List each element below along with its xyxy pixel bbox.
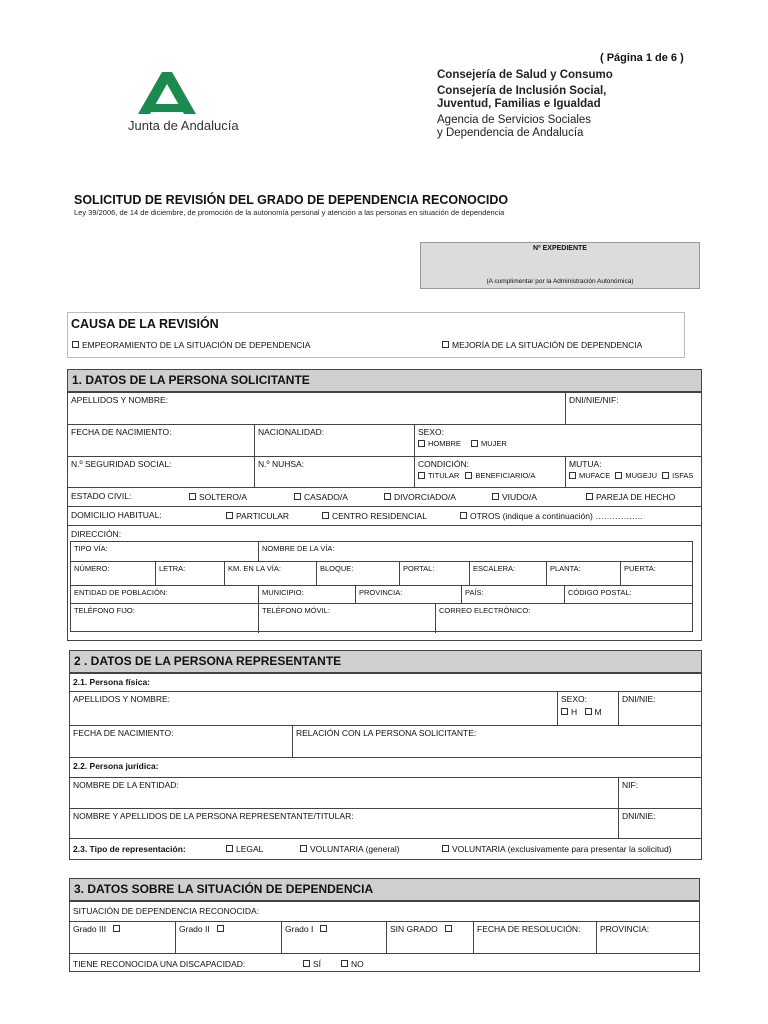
tipo-representacion-label: 2.3. Tipo de representación: <box>73 844 186 854</box>
row-direccion <box>68 525 701 642</box>
field-label: PAÍS: <box>465 588 484 597</box>
expediente-label: Nº EXPEDIENTE <box>533 245 587 252</box>
tipo-voluntaria-exclusiva-option[interactable] <box>442 844 672 854</box>
domicilio-otros-option[interactable] <box>460 511 642 521</box>
option-label: Grado II <box>179 924 210 934</box>
row-tipo-representacion <box>70 838 701 861</box>
representante-titular-field[interactable] <box>70 809 618 838</box>
checkbox-icon[interactable] <box>569 472 576 479</box>
rep-apellidos-field[interactable] <box>70 692 557 725</box>
fecha-resolucion-field[interactable] <box>473 922 596 953</box>
field-label: N.º NUHSA: <box>258 459 305 469</box>
option-label: SOLTERO/A <box>199 492 248 502</box>
pais-field[interactable] <box>461 586 564 603</box>
domicilio-particular-option[interactable] <box>226 511 289 521</box>
option-label: PARTICULAR <box>236 511 290 521</box>
codigo-postal-field[interactable] <box>564 586 692 603</box>
checkbox-icon[interactable] <box>72 341 79 348</box>
field-label: PORTAL: <box>403 564 435 573</box>
field-label: TIPO VÍA: <box>74 544 108 553</box>
checkbox-icon[interactable] <box>662 472 669 479</box>
field-label: NOMBRE DE LA ENTIDAD: <box>73 780 179 790</box>
checkbox-icon[interactable] <box>217 925 224 932</box>
option-label: CASADO/A <box>304 492 348 502</box>
option-label: MUJER <box>481 439 507 448</box>
option-label: NO <box>351 959 364 969</box>
option-label: CENTRO RESIDENCIAL <box>332 511 427 521</box>
checkbox-icon[interactable] <box>226 512 233 519</box>
checkbox-icon[interactable] <box>320 925 327 932</box>
estado-casado-option[interactable] <box>294 492 348 502</box>
field-label: CÓDIGO POSTAL: <box>568 588 632 597</box>
checkbox-icon[interactable] <box>113 925 120 932</box>
nss-field[interactable] <box>68 457 254 487</box>
option-label: MUGEJU <box>625 471 658 480</box>
field-label: PLANTA: <box>550 564 581 573</box>
checkbox-icon[interactable] <box>303 960 310 967</box>
field-label: FECHA DE NACIMIENTO: <box>73 728 174 738</box>
direccion-label: DIRECCIÓN: <box>71 529 122 539</box>
grado-1-option[interactable] <box>281 922 386 953</box>
checkbox-icon[interactable] <box>189 493 196 500</box>
discapacidad-label: TIENE RECONOCIDA UNA DISCAPACIDAD: <box>73 959 246 969</box>
planta-field[interactable] <box>546 562 620 585</box>
org-line-4: Agencia de Servicios Sociales <box>437 114 592 126</box>
checkbox-icon[interactable] <box>586 493 593 500</box>
rep-sexo-h-option[interactable] <box>561 707 577 717</box>
field-label: APELLIDOS Y NOMBRE: <box>73 694 170 704</box>
checkbox-icon[interactable] <box>492 493 499 500</box>
checkbox-icon[interactable] <box>460 512 467 519</box>
domicilio-centro-option[interactable] <box>322 511 427 521</box>
option-label: LEGAL <box>236 844 264 854</box>
field-label: PUERTA: <box>624 564 656 573</box>
row-persona-fisica <box>70 673 701 691</box>
document-title: SOLICITUD DE REVISIÓN DEL GRADO DE DEPENDENCIA RECONOCIDO <box>74 193 509 207</box>
field-label: TELÉFONO FIJO: <box>74 606 135 615</box>
logo-text: Junta de Andalucía <box>128 118 239 133</box>
field-label: PROVINCIA: <box>359 588 403 597</box>
option-label: PAREJA DE HECHO <box>596 492 676 502</box>
row-apellidos <box>68 392 701 424</box>
mutua-isfas-option[interactable] <box>662 471 693 480</box>
nuhsa-field[interactable] <box>254 457 414 487</box>
field-label: TELÉFONO MÓVIL: <box>262 606 330 615</box>
row-grados <box>70 921 699 953</box>
km-field[interactable] <box>224 562 316 585</box>
org-line-3: Juventud, Familias e Igualdad <box>437 98 601 110</box>
option-label: VIUDO/A <box>502 492 537 502</box>
field-label: CONDICIÓN: <box>418 459 469 469</box>
escalera-field[interactable] <box>469 562 546 585</box>
checkbox-icon[interactable] <box>442 845 449 852</box>
provincia-resolucion-field[interactable] <box>596 922 699 953</box>
grado-3-option[interactable] <box>70 922 175 953</box>
condicion-beneficiario-option[interactable] <box>465 471 535 480</box>
field-label: LETRA: <box>159 564 186 573</box>
representante-dni-field[interactable] <box>618 809 701 838</box>
nacionalidad-field[interactable] <box>254 425 414 456</box>
discapacidad-no-option[interactable] <box>341 959 364 969</box>
org-line-2: Consejería de Inclusión Social, <box>437 85 607 97</box>
persona-fisica-label: 2.1. Persona física: <box>73 677 151 687</box>
field-label: CORREO ELECTRÓNICO: <box>439 606 531 615</box>
persona-juridica-label: 2.2. Persona jurídica: <box>73 761 159 771</box>
section-2-heading: 2 . DATOS DE LA PERSONA REPRESENTANTE <box>70 651 701 673</box>
checkbox-icon[interactable] <box>322 512 329 519</box>
sin-grado-option[interactable] <box>386 922 473 953</box>
checkbox-icon[interactable] <box>445 925 452 932</box>
option-label: HOMBRE <box>428 439 461 448</box>
field-label: ESCALERA: <box>473 564 516 573</box>
field-label: SEXO: <box>418 427 444 437</box>
row-rep-fecha <box>70 725 701 757</box>
field-label: NIF: <box>622 780 639 790</box>
rep-sexo-m-option[interactable] <box>585 707 602 717</box>
estado-viudo-option[interactable] <box>492 492 537 502</box>
entidad-poblacion-field[interactable] <box>71 586 258 603</box>
row-fecha <box>68 424 701 456</box>
row-rep-apellidos <box>70 691 701 725</box>
checkbox-icon[interactable] <box>384 493 391 500</box>
rep-sexo-field <box>557 692 618 725</box>
field-label: BLOQUE: <box>320 564 354 573</box>
row-estado-civil <box>68 487 701 506</box>
portal-field[interactable] <box>399 562 469 585</box>
field-label: APELLIDOS Y NOMBRE: <box>71 395 168 405</box>
condicion-titular-option[interactable] <box>418 471 459 480</box>
discapacidad-si-option[interactable] <box>303 959 321 969</box>
option-label: TITULAR <box>428 471 460 480</box>
estado-soltero-option[interactable] <box>189 492 247 502</box>
org-line-5: y Dependencia de Andalucía <box>437 127 584 139</box>
field-label: DNI/NIE/NIF: <box>569 395 619 405</box>
section-2-representante <box>69 650 702 860</box>
grado-2-option[interactable] <box>175 922 281 953</box>
row-situacion <box>70 901 699 921</box>
telefono-movil-field[interactable] <box>258 604 435 633</box>
causa-option-empeoramiento[interactable] <box>72 340 310 350</box>
estado-civil-label: ESTADO CIVIL: <box>71 491 132 501</box>
rep-fecha-nacimiento-field[interactable] <box>70 726 292 757</box>
municipio-field[interactable] <box>258 586 355 603</box>
tipo-legal-option[interactable] <box>226 844 263 854</box>
option-label: MUFACE <box>579 471 611 480</box>
puerta-field[interactable] <box>620 562 692 585</box>
nombre-entidad-field[interactable] <box>70 778 618 808</box>
letra-field[interactable] <box>155 562 224 585</box>
telefono-fijo-field[interactable] <box>71 604 258 633</box>
field-label: N.º SEGURIDAD SOCIAL: <box>71 459 172 469</box>
rep-dni-field[interactable] <box>618 692 701 725</box>
option-label: SÍ <box>313 959 322 969</box>
situacion-label: SITUACIÓN DE DEPENDENCIA RECONOCIDA: <box>73 906 260 916</box>
option-label: H <box>571 707 578 717</box>
correo-electronico-field[interactable] <box>435 604 692 633</box>
expediente-box <box>420 242 700 289</box>
option-label: ISFAS <box>672 471 694 480</box>
option-label: BENEFICIARIO/A <box>475 471 536 480</box>
checkbox-icon[interactable] <box>465 472 472 479</box>
option-label: MEJORÍA DE LA SITUACIÓN DE DEPENDENCIA <box>452 340 643 350</box>
row-representante-titular <box>70 808 701 838</box>
field-label: FECHA DE RESOLUCIÓN: <box>477 924 581 934</box>
option-label: EMPEORAMIENTO DE LA SITUACIÓN DE DEPENDENCIA <box>82 340 311 350</box>
sexo-field <box>414 425 701 456</box>
option-label: OTROS (indique a continuación) …………….. <box>470 511 643 521</box>
field-label: RELACIÓN CON LA PERSONA SOLICITANTE: <box>296 728 477 738</box>
estado-pareja-option[interactable] <box>586 492 675 502</box>
numero-field[interactable] <box>71 562 155 585</box>
checkbox-icon[interactable] <box>418 440 425 447</box>
field-label: PROVINCIA: <box>600 924 650 934</box>
checkbox-icon[interactable] <box>471 440 478 447</box>
checkbox-icon[interactable] <box>226 845 233 852</box>
apellidos-field[interactable] <box>68 393 565 424</box>
sexo-hombre-option[interactable] <box>418 439 461 448</box>
option-label: M <box>594 707 602 717</box>
mutua-muface-option[interactable] <box>569 471 610 480</box>
checkbox-icon[interactable] <box>300 845 307 852</box>
causa-heading: CAUSA DE LA REVISIÓN <box>71 317 219 331</box>
domicilio-label: DOMICILIO HABITUAL: <box>71 510 162 520</box>
field-label: MUNICIPIO: <box>262 588 304 597</box>
option-label: SIN GRADO <box>390 924 438 934</box>
causa-revision-box <box>67 312 685 358</box>
checkbox-icon[interactable] <box>561 708 568 715</box>
field-label: FECHA DE NACIMIENTO: <box>71 427 172 437</box>
row-seguridad <box>68 456 701 487</box>
checkbox-icon[interactable] <box>615 472 622 479</box>
expediente-note: (A cumplimentar por la Administración Autonómica) <box>486 278 634 285</box>
direccion-grid <box>70 541 693 632</box>
field-label: SEXO: <box>561 694 587 704</box>
option-label: Grado I <box>285 924 314 934</box>
field-label: ENTIDAD DE POBLACIÓN: <box>74 588 168 597</box>
bloque-field[interactable] <box>316 562 399 585</box>
mutua-mugeju-option[interactable] <box>615 471 657 480</box>
option-label: Grado III <box>73 924 107 934</box>
section-1-solicitante <box>67 369 702 641</box>
page-indicator: ( Página 1 de 6 ) <box>600 52 684 64</box>
field-label: KM. EN LA VÍA: <box>228 564 281 573</box>
org-line-1: Consejería de Salud y Consumo <box>437 69 613 81</box>
tipo-via-field[interactable] <box>71 542 258 561</box>
nif-field[interactable] <box>618 778 701 808</box>
row-persona-juridica <box>70 757 701 777</box>
checkbox-icon[interactable] <box>341 960 348 967</box>
checkbox-icon[interactable] <box>294 493 301 500</box>
dni-field[interactable] <box>565 393 701 424</box>
row-discapacidad <box>70 953 699 973</box>
fecha-nacimiento-field[interactable] <box>68 425 254 456</box>
mutua-field <box>565 457 701 487</box>
checkbox-icon[interactable] <box>418 472 425 479</box>
field-label: DNI/NIE: <box>622 694 656 704</box>
section-3-dependencia <box>69 878 700 972</box>
field-label: NOMBRE Y APELLIDOS DE LA PERSONA REPRESENTANTE/TITULAR: <box>73 811 354 821</box>
sexo-mujer-option[interactable] <box>471 439 507 448</box>
row-entidad <box>70 777 701 808</box>
law-reference: Ley 39/2006, de 14 de diciembre, de promoción de la autonomía personal y atención a las personas en situación de dependencia <box>74 208 505 217</box>
estado-divorciado-option[interactable] <box>384 492 456 502</box>
option-label: DIVORCIADO/A <box>394 492 456 502</box>
field-label: NÚMERO: <box>74 564 110 573</box>
field-label: DNI/NIE: <box>622 811 656 821</box>
nombre-via-field[interactable] <box>258 542 692 561</box>
section-1-heading: 1. DATOS DE LA PERSONA SOLICITANTE <box>68 370 701 392</box>
provincia-field[interactable] <box>355 586 461 603</box>
checkbox-icon[interactable] <box>585 708 592 715</box>
condicion-field <box>414 457 565 487</box>
rep-relacion-field[interactable] <box>292 726 701 757</box>
row-domicilio <box>68 506 701 525</box>
field-label: NOMBRE DE LA VÍA: <box>262 544 335 553</box>
tipo-voluntaria-option[interactable] <box>300 844 400 854</box>
checkbox-icon[interactable] <box>442 341 449 348</box>
field-label: NACIONALIDAD: <box>258 427 325 437</box>
option-label: VOLUNTARIA (general) <box>310 844 400 854</box>
field-label: MUTUA: <box>569 459 602 469</box>
causa-option-mejoria[interactable] <box>442 340 642 350</box>
option-label: VOLUNTARIA (exclusivamente para presentar la solicitud) <box>452 844 672 854</box>
section-3-heading: 3. DATOS SOBRE LA SITUACIÓN DE DEPENDENCIA <box>70 879 699 901</box>
